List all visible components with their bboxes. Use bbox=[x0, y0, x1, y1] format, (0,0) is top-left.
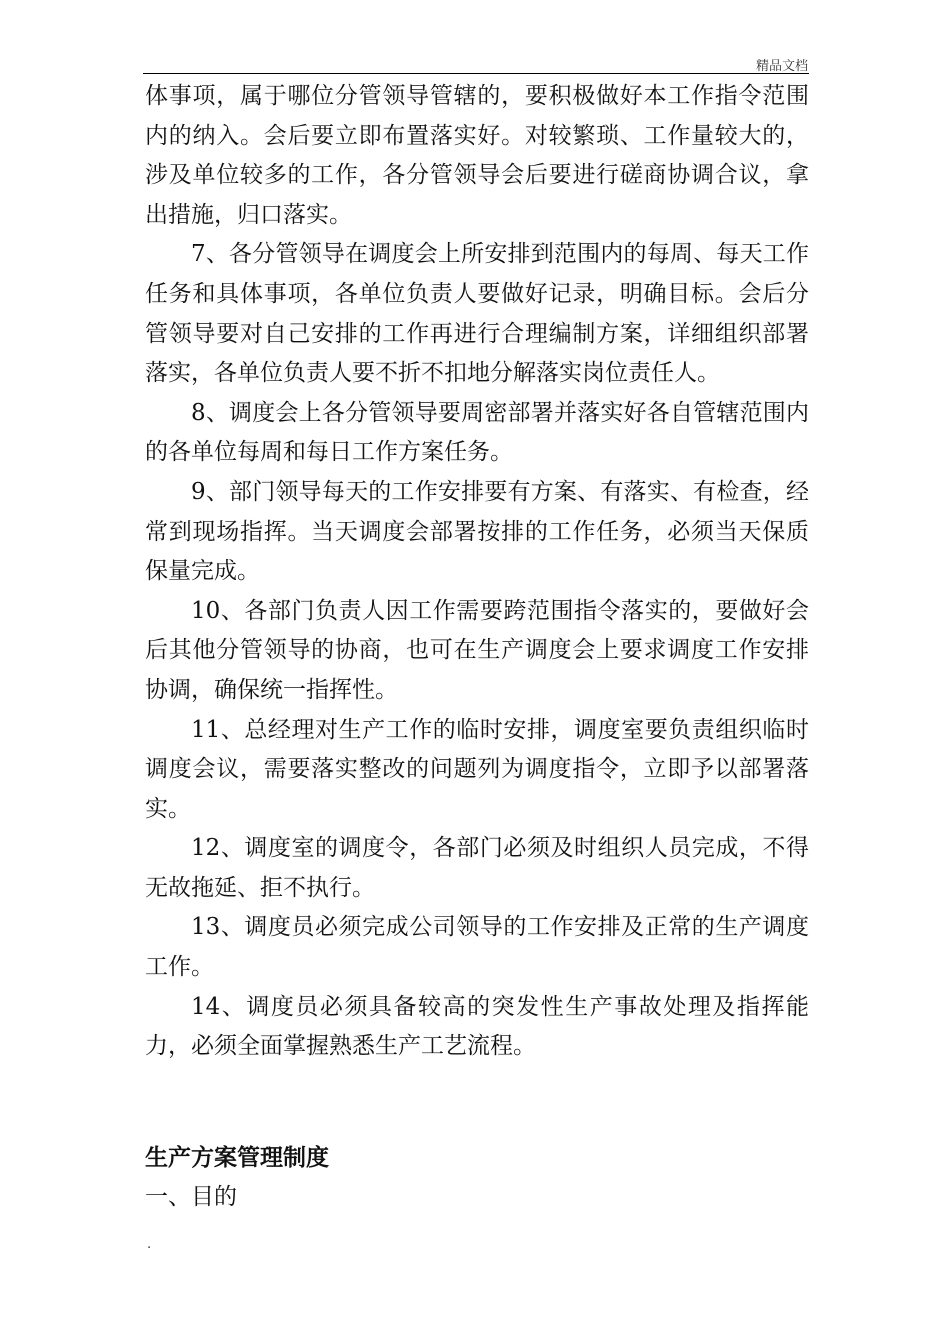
paragraph-item-13: 13、调度员必须完成公司领导的工作安排及正常的生产调度工作。 bbox=[145, 914, 809, 981]
paragraph-item-10: 10、各部门负责人因工作需要跨范围指令落实的，要做好会后其他分管领导的协商，也可在生产调度会上要求调度工作安排协调，确保统一指挥性。 bbox=[145, 597, 809, 703]
footer-mark: . bbox=[147, 1237, 152, 1252]
section-title: 生产方案管理制度 bbox=[145, 1144, 329, 1171]
header-label: 精品文档 bbox=[755, 59, 808, 74]
paragraph-continuation: 体事项，属于哪位分管领导管辖的，要积极做好本工作指令范围内的纳入。会后要立即布置落实好。对较繁琐、工作量较大的，涉及单位较多的工作，各分管领导会后要进行磋商协调合议，拿出措施，归口落实。 bbox=[145, 83, 809, 228]
paragraph-item-7: 7、各分管领导在调度会上所安排到范围内的每周、每天工作任务和具体事项，各单位负责人要做好记录，明确目标。会后分管领导要对自己安排的工作再进行合理编制方案，详细组织部署落实，各单位负责人要不折不扣地分解落实岗位责任人。 bbox=[145, 241, 809, 387]
paragraph-item-8: 8、调度会上各分管领导要周密部署并落实好各自管辖范围内的各单位每周和每日工作方案任务。 bbox=[145, 399, 809, 466]
header-rule bbox=[143, 73, 809, 74]
paragraph-item-11: 11、总经理对生产工作的临时安排，调度室要负责组织临时调度会议，需要落实整改的问题列为调度指令，立即予以部署落实。 bbox=[145, 716, 809, 822]
paragraph-item-9: 9、部门领导每天的工作安排要有方案、有落实、有检查，经常到现场指挥。当天调度会部署按排的工作任务，必须当天保质保量完成。 bbox=[145, 478, 809, 585]
subsection-title: 一、目的 bbox=[145, 1184, 237, 1210]
document-body bbox=[145, 77, 809, 1067]
paragraph-item-14: 14、调度员必须具备较高的突发性生产事故处理及指挥能力，必须全面掌握熟悉生产工艺流程。 bbox=[145, 993, 809, 1060]
paragraph-item-12: 12、调度室的调度令，各部门必须及时组织人员完成，不得无故拖延、拒不执行。 bbox=[145, 835, 809, 901]
